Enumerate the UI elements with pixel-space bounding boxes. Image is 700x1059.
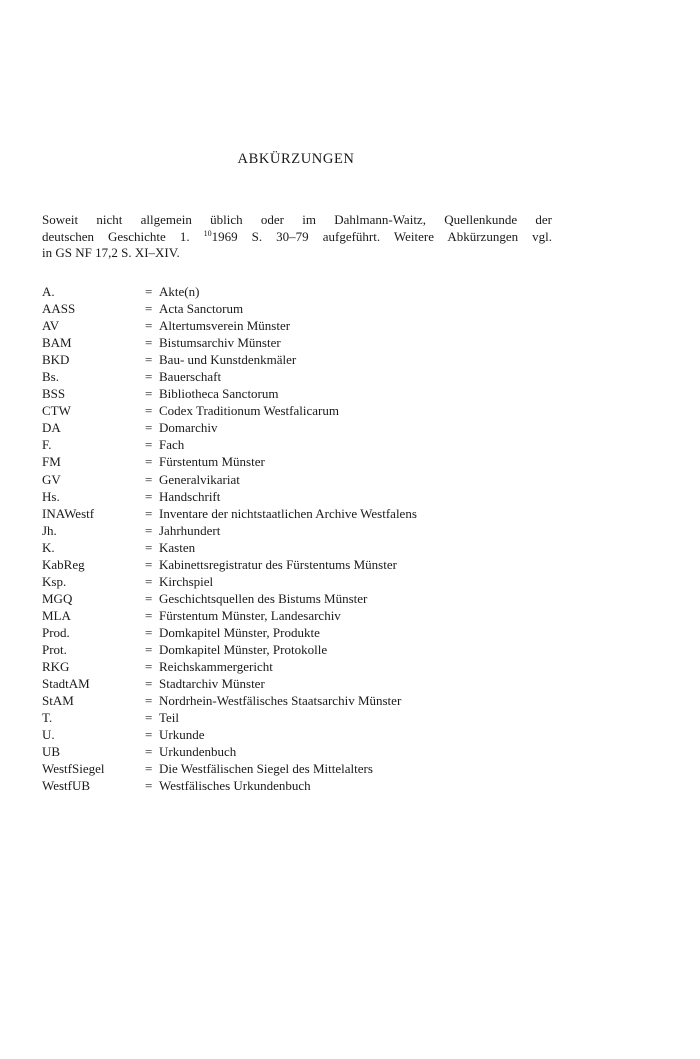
abbreviation-expansion: Altertumsverein Münster <box>159 318 291 334</box>
equals-sign: = <box>145 590 153 606</box>
abbreviation-expansion: Die Westfälischen Siegel des Mittelalters <box>159 761 373 777</box>
equals-sign: = <box>145 744 153 760</box>
equals-sign: = <box>145 624 153 640</box>
abbreviation-key: U. <box>42 727 55 743</box>
list-item <box>42 436 562 453</box>
abbreviation-expansion: Fürstentum Münster, Landesarchiv <box>159 607 341 623</box>
abbreviation-expansion: Urkundenbuch <box>159 744 237 760</box>
abbreviation-expansion: Bistumsarchiv Münster <box>159 335 281 351</box>
equals-sign: = <box>145 539 153 555</box>
abbreviation-expansion: Stadtarchiv Münster <box>159 676 265 692</box>
list-item <box>42 607 562 624</box>
abbreviation-key: StAM <box>42 693 74 709</box>
equals-sign: = <box>145 301 153 317</box>
abbreviation-key: Jh. <box>42 522 57 538</box>
abbreviation-key: K. <box>42 539 55 555</box>
abbreviation-key: GV <box>42 471 61 487</box>
equals-sign: = <box>145 710 153 726</box>
abbreviation-key: Bs. <box>42 369 59 385</box>
abbreviation-expansion: Westfälisches Urkundenbuch <box>159 778 311 794</box>
equals-sign: = <box>145 403 153 419</box>
list-item <box>42 334 562 351</box>
intro-line-2-start: deutschen Geschichte 1. <box>42 228 204 244</box>
equals-sign: = <box>145 556 153 572</box>
page-title: ABKÜRZUNGEN <box>237 151 355 167</box>
abbreviation-expansion: Kirchspiel <box>159 573 214 589</box>
intro-line-1: Soweit nicht allgemein üblich oder im Dahlmann-Waitz, Quellenkunde der <box>42 212 552 227</box>
abbreviation-key: FM <box>42 454 61 470</box>
equals-sign: = <box>145 573 153 589</box>
list-item <box>42 624 562 641</box>
equals-sign: = <box>145 284 153 299</box>
abbreviation-key: WestfUB <box>42 778 91 794</box>
list-item <box>42 283 562 300</box>
list-item <box>42 760 562 777</box>
abbreviation-key: KabReg <box>42 556 85 572</box>
list-item <box>42 402 562 419</box>
list-item <box>42 743 562 760</box>
list-item <box>42 505 562 522</box>
list-item <box>42 573 562 590</box>
abbreviation-expansion: Domkapitel Münster, Protokolle <box>159 641 328 657</box>
list-item <box>42 675 562 692</box>
equals-sign: = <box>145 693 153 709</box>
intro-line-3: in GS NF 17,2 S. XI–XIV. <box>42 245 180 260</box>
list-item <box>42 368 562 385</box>
equals-sign: = <box>145 505 153 521</box>
list-item <box>42 539 562 556</box>
intro-line-2 <box>42 229 552 246</box>
list-item <box>42 453 562 470</box>
abbreviation-key: Ksp. <box>42 573 67 589</box>
abbreviation-key: BAM <box>42 335 72 351</box>
intro-paragraph <box>42 212 552 262</box>
equals-sign: = <box>145 778 153 794</box>
abbreviation-key: WestfSiegel <box>42 761 105 777</box>
abbreviation-key: BKD <box>42 352 70 368</box>
abbreviation-expansion: Nordrhein-Westfälisches Staatsarchiv Münster <box>159 693 402 709</box>
abbreviation-key: MGQ <box>42 590 73 606</box>
equals-sign: = <box>145 607 153 623</box>
edition-superscript: 10 <box>203 228 212 238</box>
abbreviation-key: UB <box>42 744 61 760</box>
abbreviation-key: CTW <box>42 403 71 419</box>
list-item <box>42 777 562 794</box>
equals-sign: = <box>145 761 153 777</box>
abbreviation-key: Prot. <box>42 641 67 657</box>
abbreviation-key: MLA <box>42 607 71 623</box>
abbreviation-expansion: Domkapitel Münster, Produkte <box>159 624 320 640</box>
abbreviation-expansion: Urkunde <box>159 727 205 743</box>
abbreviation-expansion: Bibliotheca Sanctorum <box>159 386 279 402</box>
list-item <box>42 709 562 726</box>
abbreviation-key: BSS <box>42 386 66 402</box>
list-item <box>42 419 562 436</box>
abbreviation-expansion: Generalvikariat <box>159 471 240 487</box>
list-item <box>42 658 562 675</box>
abbreviation-key: F. <box>42 437 52 453</box>
list-item <box>42 726 562 743</box>
list-item <box>42 522 562 539</box>
abbreviation-expansion: Fürstentum Münster <box>159 454 265 470</box>
abbreviation-expansion: Kabinettsregistratur des Fürstentums Münster <box>159 556 397 572</box>
list-item <box>42 300 562 317</box>
intro-line-2-end: 1969 S. 30–79 aufgeführt. Weitere Abkürzungen vgl. <box>211 228 552 244</box>
abbreviation-expansion: Inventare der nichtstaatlichen Archive Westfalens <box>159 505 417 521</box>
abbreviation-expansion: Acta Sanctorum <box>159 301 244 317</box>
equals-sign: = <box>145 437 153 453</box>
equals-sign: = <box>145 386 153 402</box>
abbreviation-key: T. <box>42 710 53 726</box>
equals-sign: = <box>145 522 153 538</box>
list-item <box>42 385 562 402</box>
abbreviation-key: RKG <box>42 659 70 675</box>
equals-sign: = <box>145 471 153 487</box>
abbreviation-expansion: Teil <box>159 710 180 726</box>
abbreviation-expansion: Geschichtsquellen des Bistums Münster <box>159 590 368 606</box>
list-item <box>42 471 562 488</box>
equals-sign: = <box>145 352 153 368</box>
abbreviation-expansion: Akte(n) <box>159 284 200 299</box>
equals-sign: = <box>145 369 153 385</box>
abbreviation-expansion: Kasten <box>159 539 196 555</box>
abbreviation-expansion: Codex Traditionum Westfalicarum <box>159 403 339 419</box>
equals-sign: = <box>145 488 153 504</box>
equals-sign: = <box>145 641 153 657</box>
abbreviation-key: DA <box>42 420 61 436</box>
list-item <box>42 556 562 573</box>
abbreviation-key: A. <box>42 284 55 299</box>
abbreviation-expansion: Bau- und Kunstdenkmäler <box>159 352 297 368</box>
equals-sign: = <box>145 727 153 743</box>
abbreviation-key: AV <box>42 318 60 334</box>
abbreviation-expansion: Reichskammergericht <box>159 659 273 675</box>
abbreviation-key: Prod. <box>42 624 70 640</box>
abbreviation-expansion: Jahrhundert <box>159 522 221 538</box>
equals-sign: = <box>145 318 153 334</box>
abbreviation-list <box>42 283 562 794</box>
list-item <box>42 488 562 505</box>
abbreviation-key: Hs. <box>42 488 60 504</box>
abbreviation-expansion: Domarchiv <box>159 420 218 436</box>
abbreviation-key: StadtAM <box>42 676 90 692</box>
equals-sign: = <box>145 676 153 692</box>
abbreviation-key: AASS <box>42 301 76 317</box>
equals-sign: = <box>145 659 153 675</box>
list-item <box>42 641 562 658</box>
equals-sign: = <box>145 454 153 470</box>
list-item <box>42 692 562 709</box>
abbreviation-expansion: Handschrift <box>159 488 221 504</box>
list-item <box>42 351 562 368</box>
abbreviation-key: INAWestf <box>42 505 95 521</box>
equals-sign: = <box>145 420 153 436</box>
abbreviation-expansion: Bauerschaft <box>159 369 222 385</box>
abbreviation-expansion: Fach <box>159 437 185 453</box>
list-item <box>42 317 562 334</box>
list-item <box>42 590 562 607</box>
equals-sign: = <box>145 335 153 351</box>
